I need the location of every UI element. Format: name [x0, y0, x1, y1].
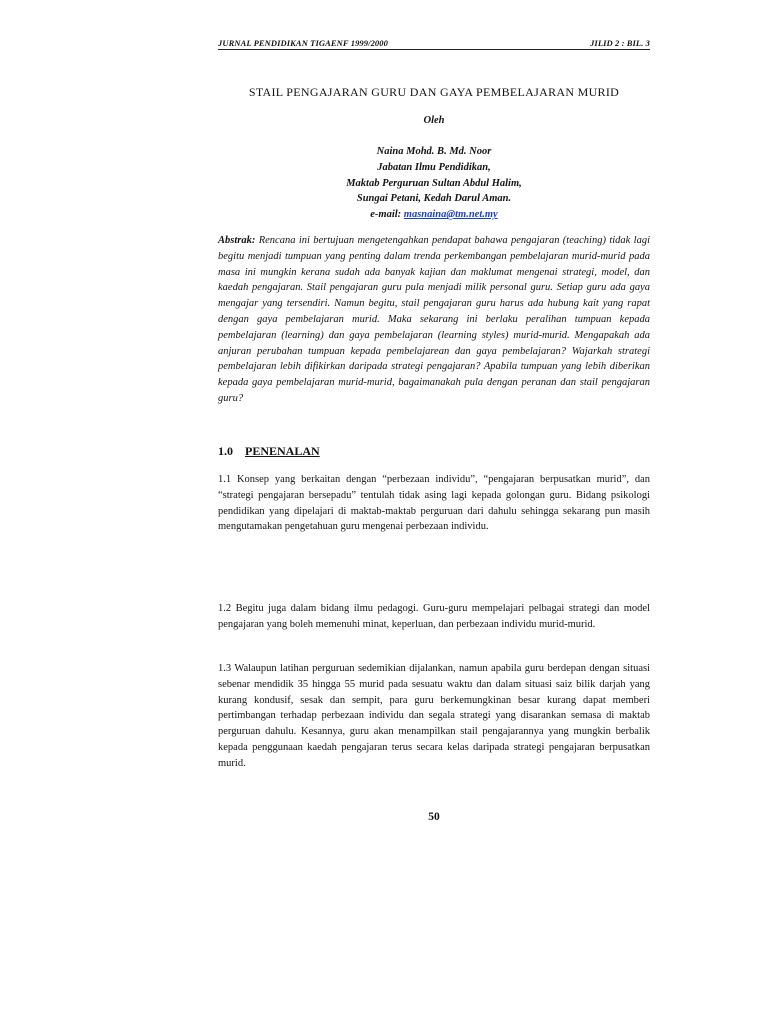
section-number: 1.0 [218, 444, 233, 458]
author-department: Jabatan Ilmu Pendidikan, [377, 161, 491, 173]
abstract [218, 233, 650, 407]
byline-by: Oleh [423, 115, 445, 126]
issue-info: JILID 2 : BIL. 3 [590, 38, 650, 48]
article-title: STAIL PENGAJARAN GURU DAN GAYA PEMBELAJARAN MURID [248, 85, 620, 99]
paragraph-1-1: 1.1 Konsep yang berkaitan dengan “perbezaan individu”, “pengajaran berpusatkan murid”, dan “strategi pengajaran bersepadu” tentulah tidak asing lagi kepada golongan guru. Bidang psikologi pendidikan yang dipelajari di maktab-maktab perguruan dari dahulu sehingga sekarang pun masih mengutamakan pengetahuan guru mengenai perbezaan individu. [218, 474, 650, 533]
journal-page [218, 38, 651, 823]
page-number: 50 [428, 811, 440, 823]
abstract-label: Abstrak: [218, 235, 256, 246]
abstract-text: Rencana ini bertujuan mengetengahkan pendapat bahawa pengajaran (teaching) tidak lagi begitu menjadi tumpuan yang penting dalam trenda perkembangan pembelajaran murid-murid pada masa ini mungkin kerana sudah ada banyak kajian dan maklumat mengenai strategi, model, dan kaedah pengajaran. Stail pengajaran guru pula menjadi milik personal guru. Setiap guru ada gaya mengajar yang tersendiri. Namun begitu, stail pengajaran guru harus ada hubung kait yang rapat dengan gaya pembelajaran murid. Maka sekarang ini berlaku peralihan tumpuan kepada pembelajaran (learning) dan gaya pembelajaran (learning styles) murid-murid. Mengapakah ada anjuran perubahan tumpuan kepada pembelajarean dan gaya pembelajaran? Wajarkah strategi pembelajaran lebih difikirkan daripada strategi pengajaran? Apabila tumpuan yang lebih diberikan kepada gaya pembelajaran murid-murid, bagaimanakah pula dengan peranan dan stail pengajaran guru? [218, 235, 651, 404]
paragraph-1-3: 1.3 Walaupun latihan perguruan sedemikian dijalankan, namun apabila guru berdepan dengan situasi sebenar mendidik 35 hingga 55 murid pada sesuatu waktu dan dalam situasi saiz bilik darjah yang kurang kondusif, sesak dan sempit, para guru berkemungkinan besar kurang dapat memberi pertimbangan terhadap perbezaan individu dan segala strategi yang disarankan semasa di maktab perguruan dahulu. Kesannya, guru akan menampilkan stail pengajarannya yang mungkin berbalik kepada penggunaan kaedah pengajaran terus secara kelas daripada strategi pengajaran berpusatkan murid. [218, 663, 650, 769]
journal-name: JURNAL PENDIDIKAN TIGAENF 1999/2000 [218, 38, 388, 48]
email-link[interactable]: masnaina@tm.net.my [403, 209, 498, 221]
author-block [218, 144, 650, 223]
section-heading [218, 444, 320, 459]
paragraph-1-2: 1.2 Begitu juga dalam bidang ilmu pedagogi. Guru-guru mempelajari pelbagai strategi dan model pengajaran yang boleh memenuhi minat, keperluan, dan perbezaan individu murid-murid. [218, 603, 650, 630]
section-title: PENENALAN [245, 444, 320, 458]
author-location: Sungai Petani, Kedah Darul Aman. [356, 193, 512, 205]
author-institution: Maktab Perguruan Sultan Abdul Halim, [346, 177, 522, 189]
author-email-line [218, 207, 650, 223]
author-name: Naina Mohd. B. Md. Noor [376, 146, 492, 157]
email-label: e-mail: [370, 209, 402, 221]
running-header [218, 38, 650, 50]
